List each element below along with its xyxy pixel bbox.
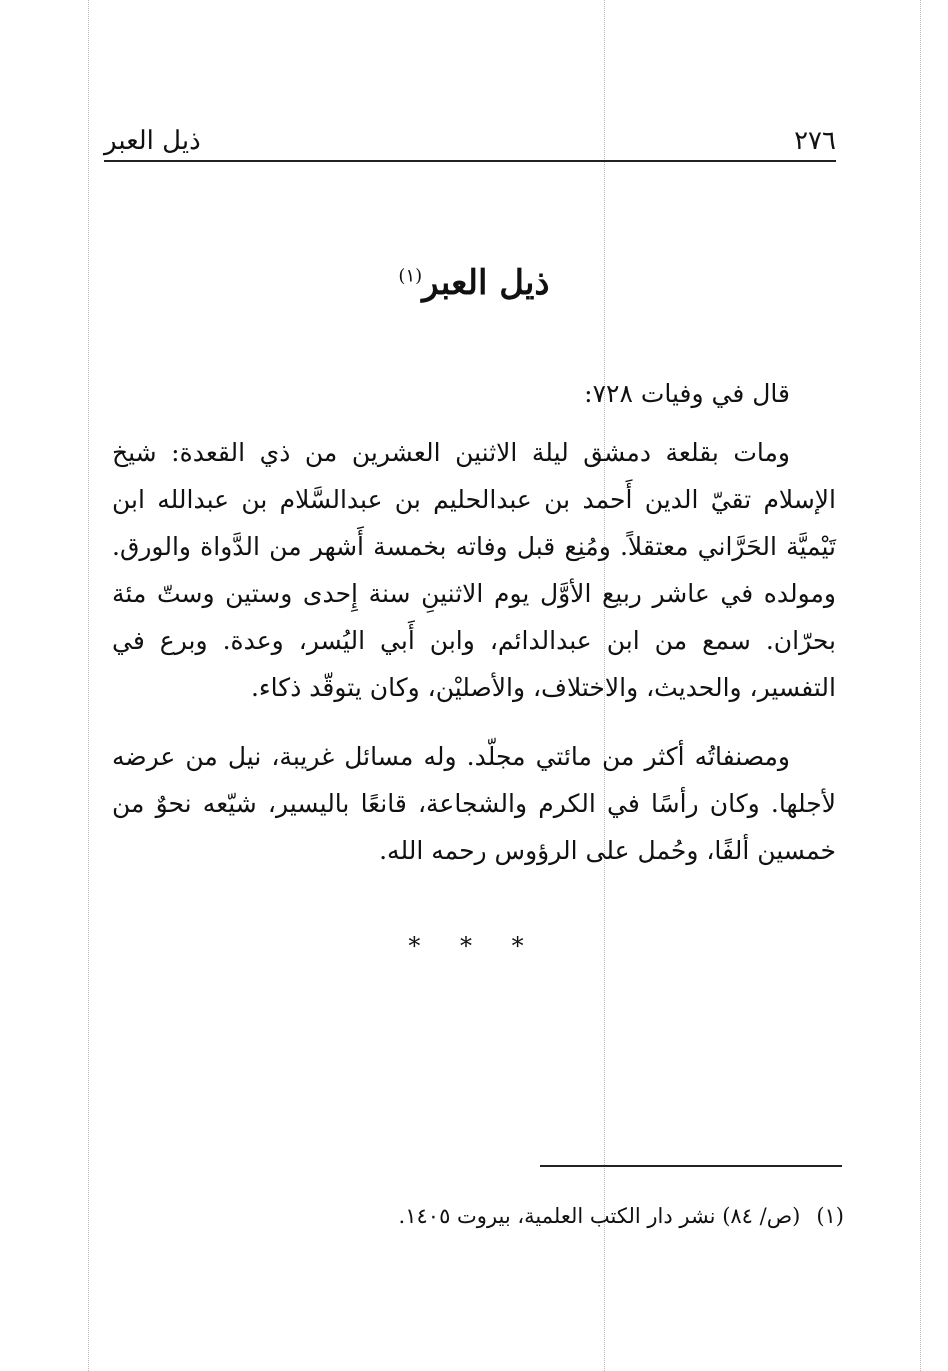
scan-dotted-line (920, 0, 921, 1371)
paragraph: ومات بقلعة دمشق ليلة الاثنين العشرين من ذي القعدة: شيخ الإسلام تقيّ الدين أَحمد بن عبدالحليم بن عبدالسَّلام بن عبدالله ابن تَيْميَّة الحَرَّاني معتقلاً. ومُنِع قبل وفاته بخمسة أَشهر من الدَّواة والورق. ومولده في عاشر ربيع الأوَّل يوم الاثنينِ سنة إِحدى وستين وستّ مئة بحرّان. سمع من ابن عبدالدائم، وابن أَبي اليُسر، وعدة. وبرع في التفسير، والحديث، والاختلاف، والأصليْن، وكان يتوقّد ذكاء. (112, 438, 836, 702)
footnote-text: (ص/ ٨٤) نشر دار الكتب العلمية، بيروت ١٤٠٥. (398, 1204, 801, 1228)
chapter-title (0, 263, 948, 303)
section-separator: * * * (408, 932, 540, 960)
paragraph: ومصنفاتُه أكثر من مائتي مجلّد. وله مسائل غريبة، نيل من عرضه لأجلها. وكان رأسًا في الكرم والشجاعة، قانعًا باليسير، شيّعه نحوٌ من خمسين ألفًا، وحُمل على الرؤوس رحمه الله. (112, 742, 836, 865)
footnote-rule (540, 1165, 842, 1167)
chapter-title-text: ذيل العبر (422, 262, 550, 303)
scan-dotted-line (88, 0, 89, 1371)
page-number: ٢٧٦ (794, 126, 836, 156)
body-text (112, 370, 836, 874)
footnote-reference[interactable]: (١) (398, 265, 423, 287)
running-title: ذيل العبر (104, 126, 201, 156)
page-header (104, 118, 836, 162)
footnote (104, 1200, 844, 1232)
intro-line: قال في وفيات ٧٢٨: (584, 379, 790, 408)
footnote-marker: (١) (816, 1204, 844, 1228)
